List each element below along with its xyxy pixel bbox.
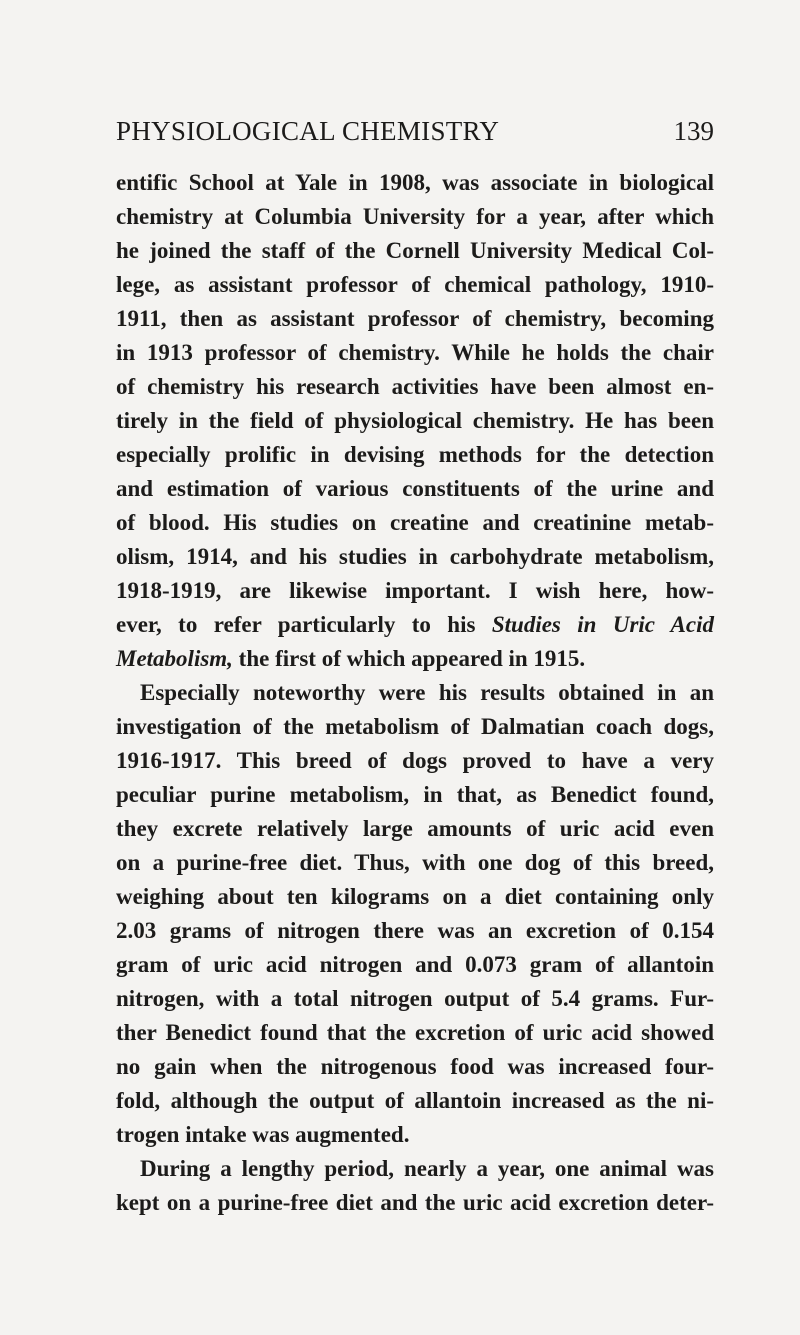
text-line: entific School at Yale in 1908, was associate in biological bbox=[116, 170, 714, 195]
text-line: gram of uric acid nitrogen and 0.073 gram of allantoin bbox=[116, 952, 714, 977]
text-line-with-title bbox=[116, 642, 714, 676]
text-line: Especially noteworthy were his results obtained in an bbox=[140, 680, 714, 705]
text-line: especially prolific in devising methods for the detection bbox=[116, 442, 714, 467]
text-line: in 1913 professor of chemistry. While he holds the chair bbox=[116, 340, 714, 365]
text-line: he joined the staff of the Cornell University Medical Col- bbox=[116, 238, 714, 263]
text-line: fold, although the output of allantoin increased as the ni- bbox=[116, 1088, 714, 1113]
text-line: 1916-1917. This breed of dogs proved to have a very bbox=[116, 748, 714, 773]
text-line: chemistry at Columbia University for a year, after which bbox=[116, 204, 714, 229]
text-line: of blood. His studies on creatine and creatinine metab- bbox=[116, 510, 714, 535]
body-text bbox=[116, 166, 714, 1220]
text-line: During a lengthy period, nearly a year, one animal was bbox=[140, 1156, 714, 1181]
book-title-italic: Metabolism, bbox=[116, 646, 233, 671]
page-number: 139 bbox=[673, 116, 714, 146]
line-text: the first of which appeared in 1915. bbox=[232, 646, 586, 671]
text-line: investigation of the metabolism of Dalmatian coach dogs, bbox=[116, 714, 714, 739]
text-line: ther Benedict found that the excretion of uric acid showed bbox=[116, 1020, 714, 1045]
text-line: they excrete relatively large amounts of uric acid even bbox=[116, 816, 714, 841]
text-line: peculiar purine metabolism, in that, as Benedict found, bbox=[116, 782, 714, 807]
text-line: trogen intake was augmented. bbox=[116, 1122, 410, 1147]
text-line: olism, 1914, and his studies in carbohydrate metabolism, bbox=[116, 544, 714, 569]
book-title-italic: Studies in Uric Acid bbox=[491, 612, 715, 637]
text-line-with-title bbox=[116, 608, 714, 642]
running-head bbox=[116, 116, 714, 152]
text-line: tirely in the field of physiological chemistry. He has been bbox=[116, 408, 714, 433]
text-line: kept on a purine-free diet and the uric acid excretion deter- bbox=[116, 1190, 714, 1215]
text-line: 1918-1919, are likewise important. I wish here, how- bbox=[116, 578, 714, 603]
text-line: of chemistry his research activities have been almost en- bbox=[116, 374, 714, 399]
text-line: no gain when the nitrogenous food was increased four- bbox=[116, 1054, 714, 1079]
text-line: and estimation of various constituents of the urine and bbox=[116, 476, 714, 501]
text-line: 1911, then as assistant professor of chemistry, becoming bbox=[116, 306, 714, 331]
text-line: on a purine-free diet. Thus, with one dog of this breed, bbox=[116, 850, 714, 875]
text-line: nitrogen, with a total nitrogen output of 5.4 grams. Fur- bbox=[116, 986, 714, 1011]
text-line: lege, as assistant professor of chemical pathology, 1910- bbox=[116, 272, 714, 297]
text-line: weighing about ten kilograms on a diet containing only bbox=[116, 884, 714, 909]
line-text: ever, to refer particularly to his bbox=[116, 612, 492, 637]
text-line: 2.03 grams of nitrogen there was an excretion of 0.154 bbox=[116, 918, 714, 943]
running-title: PHYSIOLOGICAL CHEMISTRY bbox=[116, 116, 500, 146]
